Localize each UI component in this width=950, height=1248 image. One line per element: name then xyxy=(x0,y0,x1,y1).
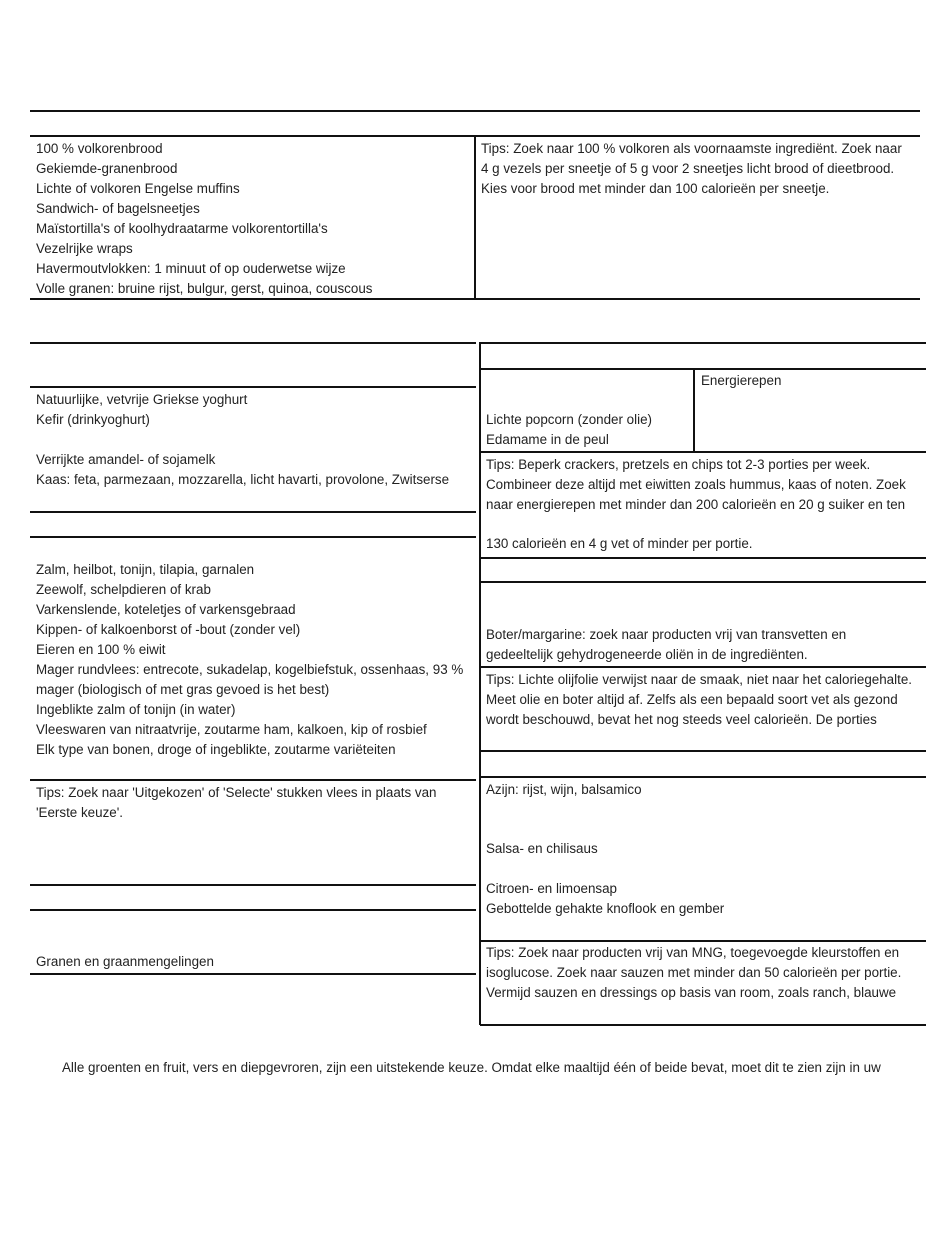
protein-list-bottom-border xyxy=(30,779,476,781)
dairy-header-top-border xyxy=(30,342,476,344)
grains-list: 100 % volkorenbrood Gekiemde-granenbrood Lichte of volkoren Engelse muffins Sandwich- of bagelsneetjes Maïstortilla's of koolhydraatarme volkorentortilla's Vezelrijke wraps Havermoutvlokken: 1 minuut of op ouderwetse wijze Volle granen: bruine rijst, bulgur, gerst, quinoa, couscous xyxy=(36,141,373,296)
dairy-header-bottom-border xyxy=(30,386,476,388)
snacks-list-bottom-border xyxy=(480,451,926,453)
right-column-left-border xyxy=(479,342,481,1025)
snacks-header-top-border xyxy=(480,342,926,344)
fats-butter: Boter/margarine: zoek naar producten vrij van transvetten en gedeeltelijk gehydrogeneerde oliën in de ingrediënten. xyxy=(486,627,847,662)
dairy-list-1: Natuurlijke, vetvrije Griekse yoghurt Kefir (drinkyoghurt) xyxy=(36,392,248,427)
fats-header-bottom-border xyxy=(480,581,926,583)
snacks-list: Lichte popcorn (zonder olie) Edamame in de peul xyxy=(486,412,652,447)
snacks-header-bottom-border xyxy=(480,368,926,370)
fats-bottom-border xyxy=(480,750,926,752)
cereals-item: Granen en graanmengelingen xyxy=(36,954,214,969)
snacks-tips-tail: 130 calorieën en 4 g vet of minder per portie. xyxy=(486,536,753,551)
fats-tips: Tips: Lichte olijfolie verwijst naar de smaak, niet naar het caloriegehalte. Meet olie en boter altijd af. Zelfs als een bepaald soort vet als gezond wordt beschouwd, bevat het nog steeds veel calorieën. De porties xyxy=(486,672,912,727)
protein-header-top-border xyxy=(30,536,476,538)
protein-tips-bottom-border xyxy=(30,884,476,886)
condiments-header-bottom-border xyxy=(480,776,926,778)
right-column-bottom-border xyxy=(480,1024,926,1026)
snacks-tips: Tips: Beperk crackers, pretzels en chips tot 2-3 porties per week. Combineer deze altijd met eiwitten zoals hummus, kaas of noten. Zoek naar energierepen met minder dan 200 calorieën en 20 g suiker en ten xyxy=(486,457,906,512)
footer-text: Alle groenten en fruit, vers en diepgevroren, zijn een uitstekende keuze. Omdat elke maaltijd één of beide bevat, moet dit te zien zijn in uw xyxy=(62,1060,881,1075)
condiments-list-bottom-border xyxy=(480,940,926,942)
dairy-list-2: Verrijkte amandel- of sojamelk Kaas: feta, parmezaan, mozzarella, licht havarti, provolone, Zwitserse xyxy=(36,452,450,487)
cereals-bottom-border xyxy=(30,973,476,975)
cereals-header-top-border xyxy=(30,909,476,911)
condiments-citrus: Citroen- en limoensap Gebottelde gehakte knoflook en gember xyxy=(486,881,725,916)
snacks-cell-divider xyxy=(693,369,695,451)
condiments-salsa: Salsa- en chilisaus xyxy=(486,841,598,856)
protein-tips: Tips: Zoek naar 'Uitgekozen' of 'Selecte' stukken vlees in plaats van 'Eerste keuze'. xyxy=(36,785,437,820)
top-rule xyxy=(30,110,920,112)
snacks-bottom-border xyxy=(480,557,926,559)
condiments-vinegar: Azijn: rijst, wijn, balsamico xyxy=(486,782,642,797)
grains-tips: Tips: Zoek naar 100 % volkoren als voornaamste ingrediënt. Zoek naar 4 g vezels per sneetje of 5 g voor 2 sneetjes licht brood of dieetbrood. Kies voor brood met minder dan 100 calorieën per sneetje. xyxy=(481,141,902,196)
fats-list-bottom-border xyxy=(480,666,926,668)
protein-list: Zalm, heilbot, tonijn, tilapia, garnalen Zeewolf, schelpdieren of krab Varkenslende, koteletjes of varkensgebraad Kippen- of kalkoenborst of -bout (zonder vel) Eieren en 100 % eiwit Mager rundvlees: entrecote, sukadelap, kogelbiefstuk, ossenhaas, 93 % mager (biologisch of met gras gevoed is het best) Ingeblikte zalm of tonijn (in water) Vleeswaren van nitraatvrije, zoutarme ham, kalkoen, kip of rosbief Elk type van bonen, droge of ingeblikte, zoutarme variëteiten xyxy=(36,562,464,757)
dairy-bottom-border xyxy=(30,511,476,513)
grains-table-divider xyxy=(474,136,476,299)
snacks-energy-bars: Energierepen xyxy=(701,373,782,388)
condiments-tips: Tips: Zoek naar producten vrij van MNG, toegevoegde kleurstoffen en isoglucose. Zoek naar sauzen met minder dan 50 calorieën per portie. Vermijd sauzen en dressings op basis van room, zoals ranch, blauwe xyxy=(486,945,902,1000)
